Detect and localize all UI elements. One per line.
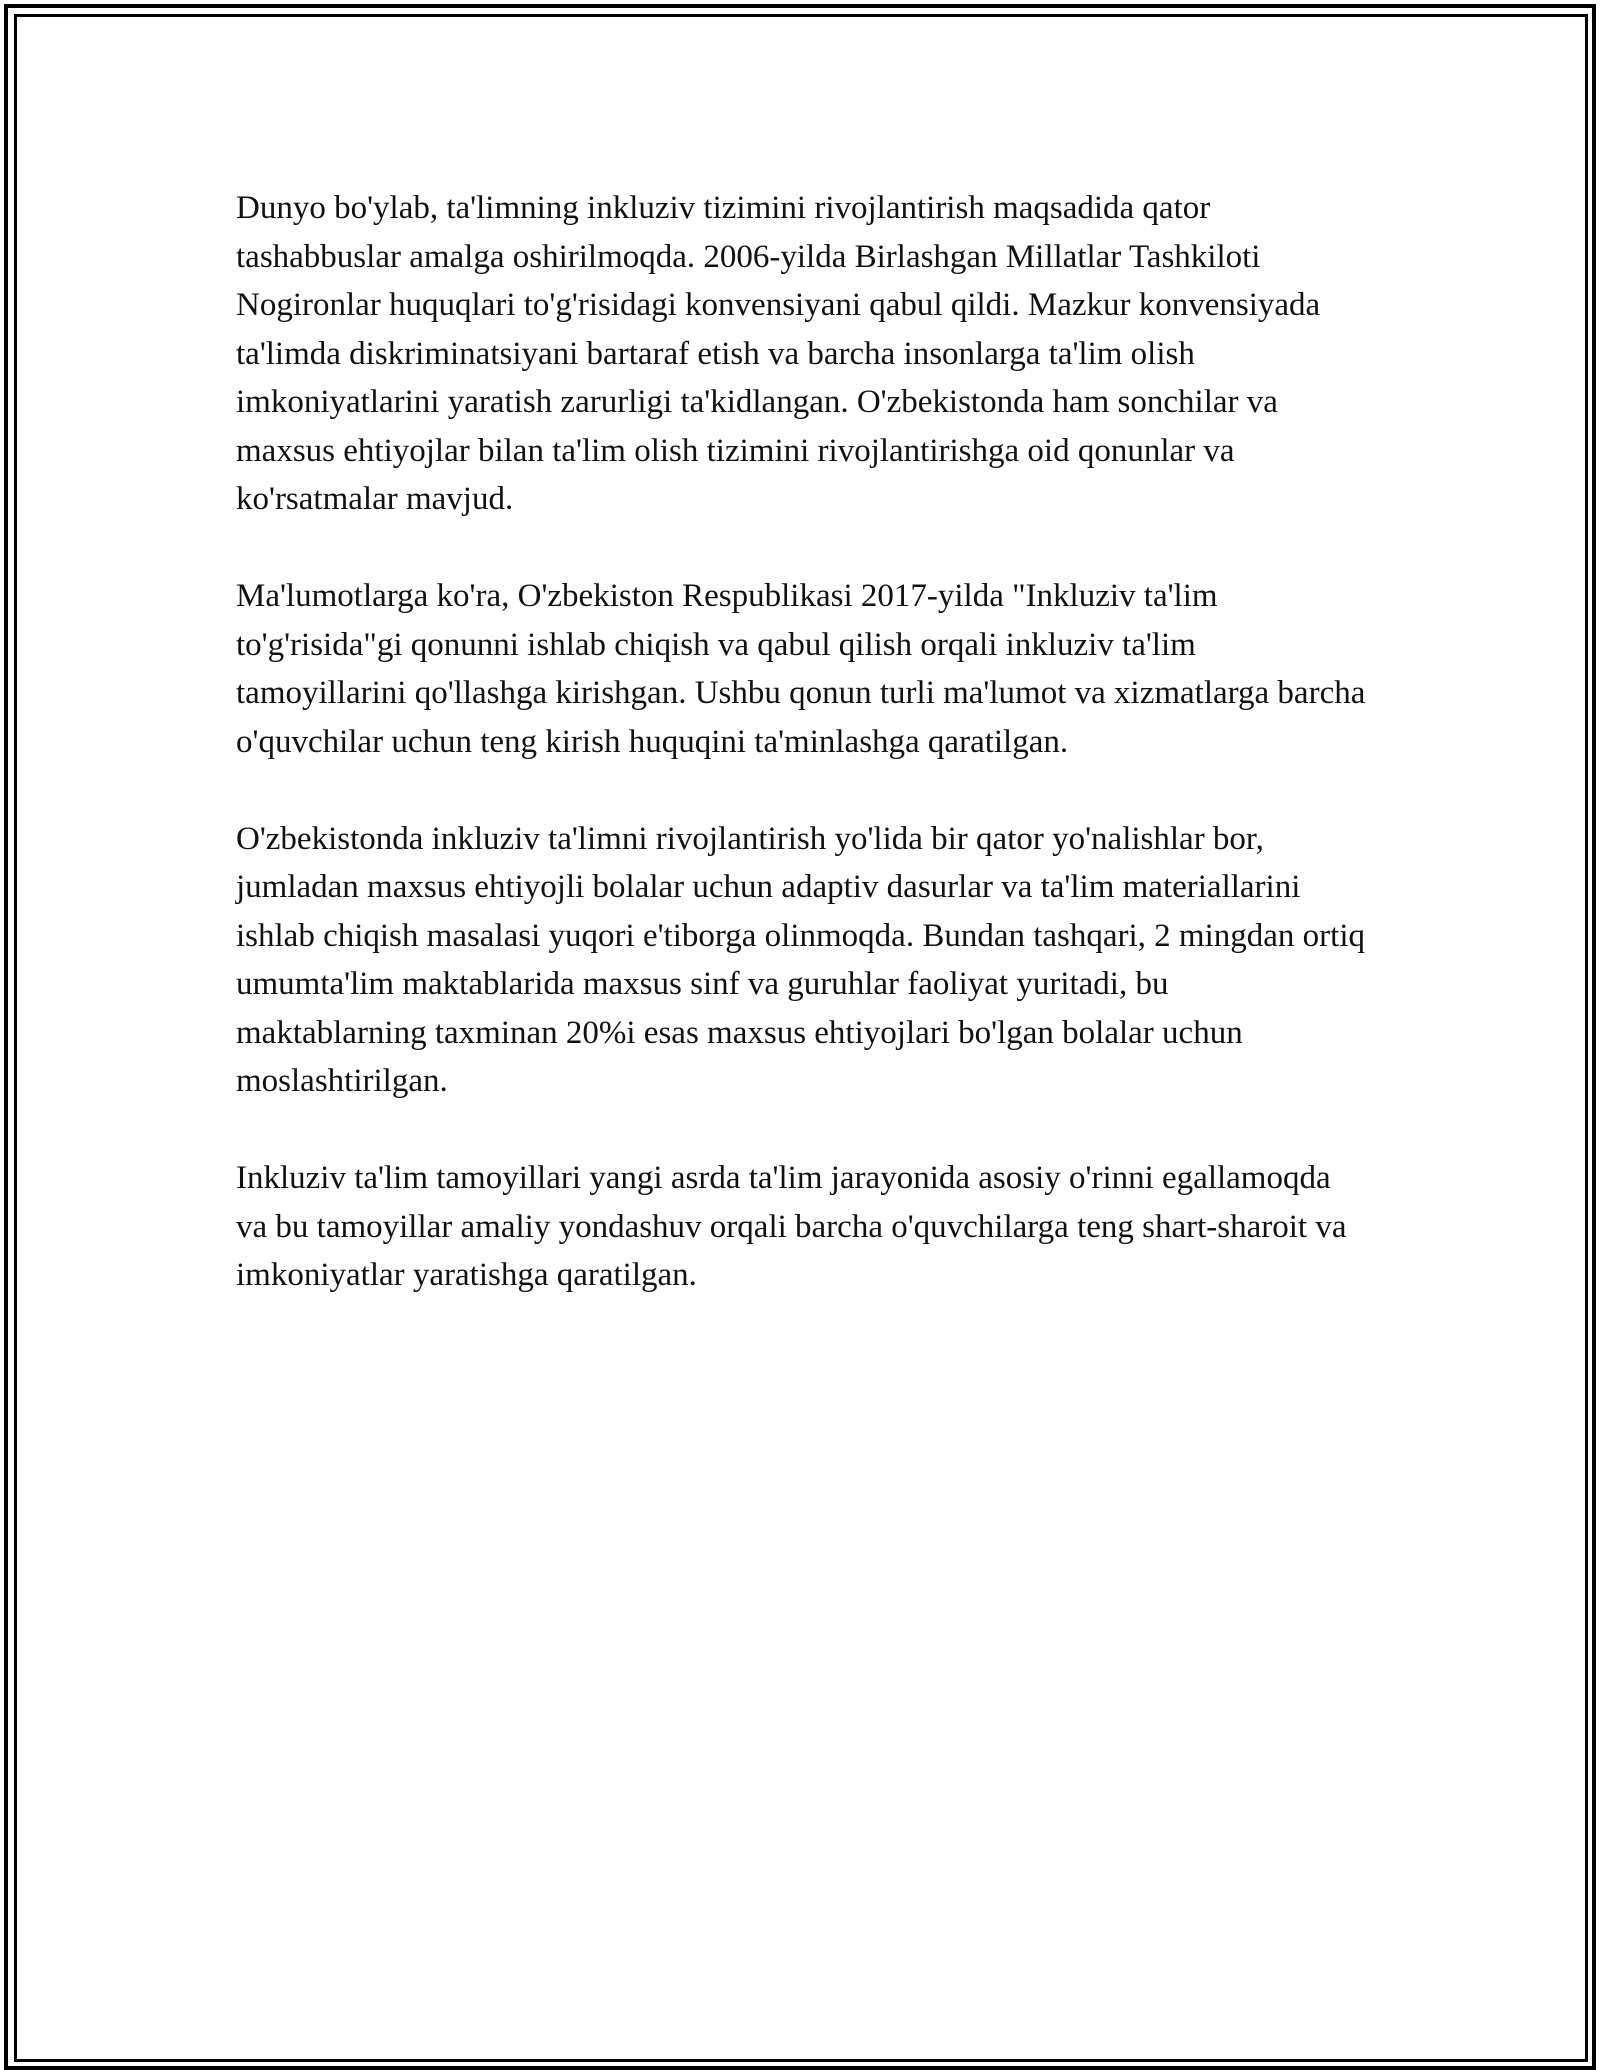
paragraph-1: Dunyo bo'ylab, ta'limning inkluziv tizimini rivojlantirish maqsadida qator tashabbuslar amalga oshirilmoqda. 2006-yilda Birlashgan Millatlar Tashkiloti Nogironlar huquqlari to'g'risidagi konvensiyani qabul qildi. Mazkur konvensiyada ta'limda diskriminatsiyani bartaraf etish va barcha insonlarga ta'lim olish imkoniyatlarini yaratish zarurligi ta'kidlangan. O'zbekistonda ham sonchilar va maxsus ehtiyojlar bilan ta'lim olish tizimini rivojlantirishga oid qonunlar va ko'rsatmalar mavjud. [236,190,1321,517]
paragraph-4: Inkluziv ta'lim tamoyillari yangi asrda ta'lim jarayonida asosiy o'rinni egallamoqda va bu tamoyillar amaliy yondashuv orqali barcha o'quvchilarga teng shart-sharoit va imkoniyatlar yaratishga qaratilgan. [236,1160,1347,1293]
paragraph-3: O'zbekistonda inkluziv ta'limni rivojlantirish yo'lida bir qator yo'nalishlar bor, jumladan maxsus ehtiyojli bolalar uchun adaptiv dasurlar va ta'lim materiallarini ishlab chiqish masalasi yuqori e'tiborga olinmoqda. Bundan tashqari, 2 mingdan ortiq umumta'lim maktablarida maxsus sinf va guruhlar faoliyat yuritadi, bu maktablarning taxminan 20%i esas maxsus ehtiyojlari bo'lgan bolalar uchun moslashtirilgan. [236,820,1365,1099]
paragraph-2: Ma'lumotlarga ko'ra, O'zbekiston Respublikasi 2017-yilda "Inkluziv ta'lim to'g'risida"gi qonunni ishlab chiqish va qabul qilish orqali inkluziv ta'lim tamoyillarini qo'llashga kirishgan. Ushbu qonun turli ma'lumot va xizmatlarga barcha o'quvchilar uchun teng kirish huquqini ta'minlashga qaratilgan. [236,578,1366,760]
document-body [236,184,1366,1348]
